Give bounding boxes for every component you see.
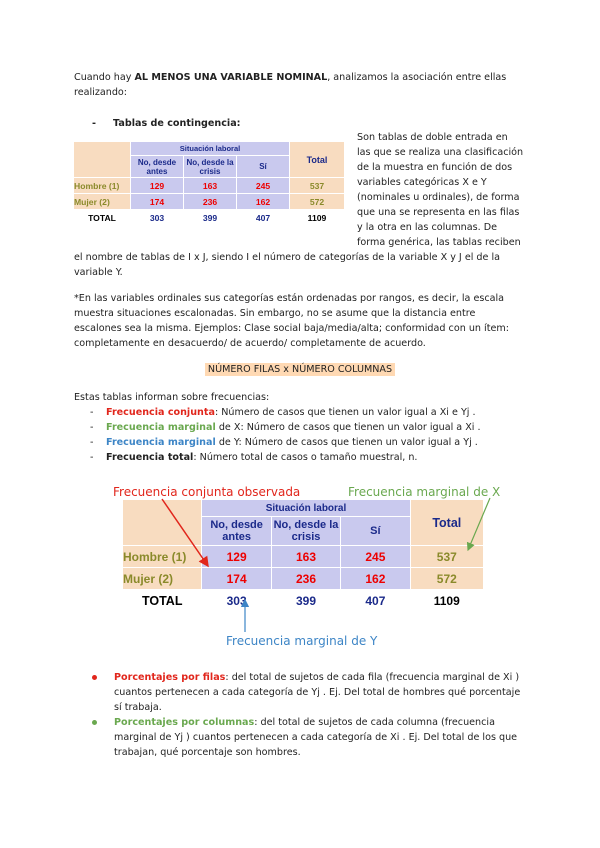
col-header: No, desde la crisis bbox=[271, 517, 340, 546]
bullet-dot bbox=[92, 720, 97, 725]
pct-term: Porcentajes por filas bbox=[114, 672, 226, 683]
annotated-figure bbox=[110, 482, 510, 652]
col-header: Sí bbox=[237, 156, 290, 178]
col-header: No, desde la crisis bbox=[184, 156, 237, 178]
col-header: No, desde antes bbox=[131, 156, 184, 178]
highlight-text: NÚMERO FILAS x NÚMERO COLUMNAS bbox=[205, 363, 395, 376]
note-line: completamente en desacuerdo/ de acuerdo/ completamente de acuerdo. bbox=[74, 338, 426, 349]
freq-desc: de X: Número de casos que tienen un valor igual a Xi . bbox=[215, 422, 481, 433]
freq-desc: : Número total de casos o tamaño muestral, n. bbox=[193, 452, 418, 463]
section-heading bbox=[92, 116, 241, 131]
total-row-label: TOTAL bbox=[123, 590, 202, 612]
cell-value: 174 bbox=[131, 194, 184, 210]
percentages-section bbox=[92, 670, 532, 760]
freq-intro: Estas tablas informan sobre frecuencias: bbox=[74, 392, 270, 403]
side-line: Son tablas de doble entrada en bbox=[357, 132, 508, 143]
freq-desc: : Número de casos que tienen un valor igual a Xi e Yj . bbox=[214, 407, 476, 418]
pct-line: : del total de sujetos de cada columna (frecuencia bbox=[254, 717, 495, 728]
cell-value: 163 bbox=[184, 178, 237, 194]
freq-item bbox=[74, 450, 544, 465]
cell-value: 129 bbox=[131, 178, 184, 194]
cont-line: el nombre de tablas de I x J, siendo I el número de categorías de la variable X y J el de la bbox=[74, 252, 501, 263]
freq-dash: - bbox=[90, 437, 94, 448]
pct-line: sí trabaja. bbox=[114, 702, 162, 713]
cell-value: 129 bbox=[202, 546, 271, 568]
pct-line: cuantos pertenecen a cada categoría de Yj . Ej. Del total de hombres qué porcentaje bbox=[114, 687, 521, 698]
freq-term-marginal-y: Frecuencia marginal bbox=[106, 437, 216, 448]
section-dash: - bbox=[92, 118, 96, 129]
freq-term-total: Frecuencia total bbox=[106, 452, 194, 463]
side-line: las que se realiza una clasificación bbox=[357, 147, 524, 158]
total-row-label: TOTAL bbox=[74, 210, 131, 226]
col-total: 399 bbox=[184, 210, 237, 226]
freq-desc: de Y: Número de casos que tienen un valor igual a Yj . bbox=[215, 437, 478, 448]
arrow-joint bbox=[162, 499, 208, 566]
annotation-joint: Frecuencia conjunta observada bbox=[113, 485, 301, 499]
intro-paragraph bbox=[74, 70, 544, 100]
row-label: Mujer (2) bbox=[74, 194, 131, 210]
pct-item-rows bbox=[92, 670, 532, 715]
total-header: Total bbox=[410, 500, 483, 546]
col-total: 407 bbox=[341, 590, 410, 612]
freq-dash: - bbox=[90, 407, 94, 418]
side-description-continued bbox=[74, 250, 544, 280]
cell-value: 163 bbox=[271, 546, 340, 568]
side-line: (nominales u ordinales), de forma bbox=[357, 192, 520, 203]
contingency-table-small bbox=[73, 141, 345, 226]
freq-item bbox=[74, 420, 544, 435]
grand-total: 1109 bbox=[290, 210, 345, 226]
freq-item bbox=[74, 405, 544, 420]
col-total: 407 bbox=[237, 210, 290, 226]
row-total: 572 bbox=[290, 194, 345, 210]
group-header: Situación laboral bbox=[202, 500, 410, 517]
note-line: *En las variables ordinales sus categorías están ordenadas por rangos, es decir, la escala bbox=[74, 293, 505, 304]
pct-line: marginal de Yj ) cuantos pertenecen a cada categoría de Xi . Ej. Del total de los que bbox=[114, 732, 518, 743]
intro-bold: AL MENOS UNA VARIABLE NOMINAL bbox=[134, 72, 328, 83]
corner-cell bbox=[74, 142, 131, 178]
annotation-arrows bbox=[110, 482, 510, 652]
side-line: forma genérica, las tablas reciben bbox=[357, 237, 521, 248]
note-line: escalones sea la misma. Ejemplos: Clase social baja/media/alta; conformidad con un ítem: bbox=[74, 323, 509, 334]
grand-total: 1109 bbox=[410, 590, 483, 612]
row-total: 537 bbox=[410, 546, 483, 568]
col-total: 303 bbox=[202, 590, 271, 612]
highlight-heading bbox=[0, 362, 600, 377]
freq-term-joint: Frecuencia conjunta bbox=[106, 407, 215, 418]
pct-line: : del total de sujetos de cada fila (frecuencia marginal de Xi ) bbox=[225, 672, 520, 683]
annotation-marginal-x: Frecuencia marginal de X bbox=[348, 485, 501, 499]
group-header: Situación laboral bbox=[131, 142, 290, 156]
ordinal-note bbox=[74, 291, 544, 351]
side-line: y la otra en las columnas. De bbox=[357, 222, 498, 233]
cell-value: 236 bbox=[184, 194, 237, 210]
side-line: variables categóricas X e Y bbox=[357, 177, 487, 188]
cell-value: 162 bbox=[237, 194, 290, 210]
col-total: 399 bbox=[271, 590, 340, 612]
cell-value: 245 bbox=[341, 546, 410, 568]
frequency-section bbox=[74, 390, 544, 465]
intro-text-line2: realizando: bbox=[74, 87, 128, 98]
pct-item-cols bbox=[92, 715, 532, 760]
row-label: Mujer (2) bbox=[123, 568, 202, 590]
col-total: 303 bbox=[131, 210, 184, 226]
row-total: 537 bbox=[290, 178, 345, 194]
cell-value: 174 bbox=[202, 568, 271, 590]
row-total: 572 bbox=[410, 568, 483, 590]
freq-dash: - bbox=[90, 422, 94, 433]
note-line: muestra situaciones escalonadas. Sin embargo, no se asume que la distancia entre bbox=[74, 308, 476, 319]
row-label: Hombre (1) bbox=[74, 178, 131, 194]
row-label: Hombre (1) bbox=[123, 546, 202, 568]
cell-value: 236 bbox=[271, 568, 340, 590]
col-header: Sí bbox=[341, 517, 410, 546]
intro-text-after: , analizamos la asociación entre ellas bbox=[327, 72, 507, 83]
col-header: No, desde antes bbox=[202, 517, 271, 546]
arrow-marginal-x bbox=[468, 498, 490, 550]
side-line: de la muestra en función de dos bbox=[357, 162, 513, 173]
total-header: Total bbox=[290, 142, 345, 178]
freq-dash: - bbox=[90, 452, 94, 463]
pct-term: Porcentajes por columnas bbox=[114, 717, 255, 728]
cell-value: 245 bbox=[237, 178, 290, 194]
intro-text-before: Cuando hay bbox=[74, 72, 135, 83]
bullet-dot bbox=[92, 675, 97, 680]
pct-line: trabajan, qué porcentaje son hombres. bbox=[114, 747, 301, 758]
side-description bbox=[357, 130, 537, 250]
freq-term-marginal-x: Frecuencia marginal bbox=[106, 422, 216, 433]
freq-item bbox=[74, 435, 544, 450]
section-title: Tablas de contingencia: bbox=[113, 118, 241, 129]
annotation-marginal-y: Frecuencia marginal de Y bbox=[226, 634, 378, 648]
cell-value: 162 bbox=[341, 568, 410, 590]
side-line: que una se representa en las filas bbox=[357, 207, 520, 218]
cont-line: variable Y. bbox=[74, 267, 123, 278]
